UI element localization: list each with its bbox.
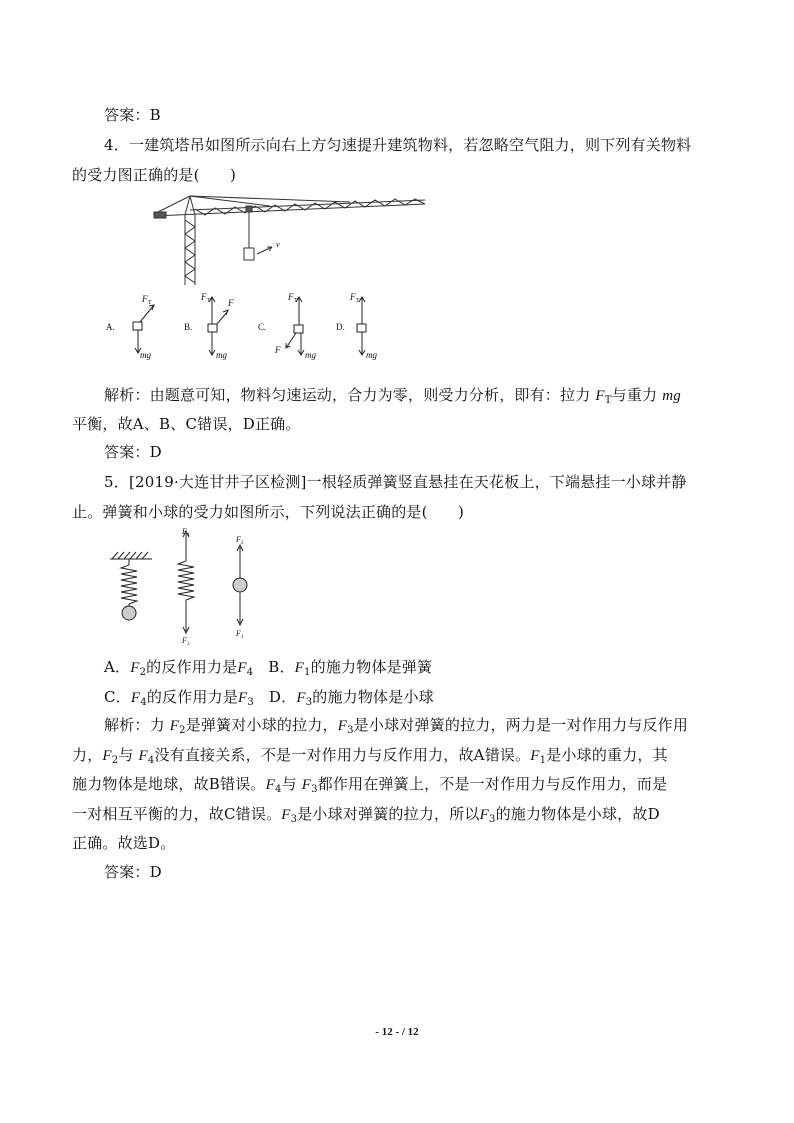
force-symbol: F [479,807,489,823]
option-c-letter: C. [258,322,267,332]
force-subscript: 4 [275,784,282,795]
force-symbol: F [337,718,348,734]
answer-q5: 答案：D [104,863,162,881]
crane-figure [150,190,430,290]
spring-figure [100,525,270,650]
q4-analysis-line2: 平衡，故A、B、C错误，D正确。 [72,415,301,433]
force-symbol: F [138,748,148,764]
force-subscript: 2 [111,755,119,766]
analysis-text: 是小球对弹簧的拉力，两力是一对作用力与反作用 [353,716,689,734]
opt-c-text: 的反作用力是 [146,688,239,706]
ball-f2-sub: 2 [241,541,244,546]
spring-f4-sub: 4 [187,533,190,538]
answer-q4: 答案：D [104,443,162,461]
analysis-text: 解析：力 [104,716,170,734]
force-symbol: F [169,718,180,734]
analysis-text: 与 [118,746,139,764]
opt-c-f2-sub: 3 [247,697,254,708]
force-symbol: F [281,807,291,823]
q4-analysis-ft-sub: T [604,395,612,406]
q4-analysis-text-a: 解析：由题意可知，物料匀速运动，合力为零，则受力分析，即有：拉力 [104,386,591,404]
force-symbol: F [102,748,112,764]
option-a-ft-sub: T [148,300,152,306]
force-subscript: 3 [489,814,496,825]
option-c-ft-sub: T [294,298,298,304]
option-a-letter: A. [106,322,115,332]
q5-analysis-line [104,715,688,738]
option-b-f: F [228,298,234,308]
force-symbol: F [530,748,540,764]
opt-b-f: F [294,660,305,676]
option-d-ft: F [350,292,356,302]
spring-f3-sub: 3 [187,642,190,647]
q5-stem-line2: 止。弹簧和小球的受力如图所示，下列说法正确的是( ) [72,503,465,521]
opt-c-label: C． [104,688,131,706]
q5-analysis-line [72,833,175,853]
option-a-ft: F [142,294,148,304]
force-subscript: 2 [179,725,186,736]
analysis-text: 是弹簧对小球的拉力， [185,716,338,734]
option-d-letter: D. [336,322,345,332]
option-b-ft: F [201,292,207,302]
opt-d-f-sub: 3 [305,697,313,708]
q4-stem-line2: 的受力图正确的是( ) [72,166,237,184]
analysis-text: 是小球对弹簧的拉力，所以 [297,805,480,823]
option-c-ft: F [288,292,294,302]
q5-options-ab [104,657,432,680]
option-b-letter: B. [184,322,193,332]
q4-analysis-ft: F [595,388,605,404]
force-symbol: F [301,777,312,793]
option-c-mg: mg [305,350,316,360]
q5-analysis-line [72,804,660,827]
analysis-text: 没有直接关系，不是一对作用力与反作用力，故A错误。 [154,746,531,764]
analysis-text: 是小球的重力，其 [546,746,668,764]
q5-analysis-line [72,745,668,768]
opt-c-f-sub: 4 [140,697,147,708]
q4-analysis-line1 [104,385,681,408]
opt-a-f2-sub: 4 [246,667,254,678]
velocity-label: v [276,240,280,249]
answer-q3: 答案：B [104,106,161,124]
spring-f3: F [182,636,187,645]
opt-b-label: B． [268,658,295,676]
opt-c-f2: F [238,690,248,706]
ball-f1: F [236,629,241,638]
analysis-text: 施力物体是地球，故B错误。 [72,775,266,793]
analysis-text: 一对相互平衡的力，故C错误。 [72,805,282,823]
force-subscript: 3 [311,784,318,795]
q4-analysis-text-b: 与重力 [611,386,658,404]
analysis-text: 正确。故选D。 [72,834,176,852]
analysis-text: 的施力物体是小球，故D [495,805,660,823]
spring-f4: F [182,527,187,536]
opt-b-f-sub: 1 [304,667,311,678]
q4-analysis-mg: mg [662,388,681,404]
opt-a-f2: F [237,660,247,676]
q5-options-cd [104,687,434,710]
force-subscript: 4 [147,755,155,766]
analysis-text: 与 [281,775,302,793]
opt-a-label: A． [104,658,131,676]
option-c-f: F [275,345,281,355]
option-d-ft-sub: T [356,298,360,304]
ball-f2: F [236,535,241,544]
analysis-text: 力， [72,746,103,764]
force-subscript: 3 [347,725,354,736]
opt-a-f-sub: 2 [139,667,147,678]
analysis-text: 都作用在弹簧上，不是一对作用力与反作用力，而是 [317,775,668,793]
option-b-mg: mg [216,350,227,360]
force-subscript: 3 [290,814,298,825]
q5-stem-line1: 5．[2019·大连甘井子区检测]一根轻质弹簧竖直悬挂在天花板上，下端悬挂一小球并静 [104,473,687,491]
opt-a-f: F [130,660,140,676]
opt-d-text: 的施力物体是小球 [312,688,434,706]
option-a-mg: mg [140,350,151,360]
page-footer: - 12 - / 12 [375,1026,419,1038]
q5-analysis-line [72,774,667,797]
opt-a-text: 的反作用力是 [146,658,238,676]
opt-d-label: D． [268,688,297,706]
opt-b-text: 的施力物体是弹簧 [310,658,433,676]
force-diagram-options [100,290,400,370]
force-symbol: F [265,777,275,793]
opt-d-f: F [296,690,306,706]
ball-f1-sub: 1 [241,635,244,640]
force-subscript: 1 [539,755,547,766]
option-d-mg: mg [366,350,377,360]
option-b-ft-sub: T [207,298,211,304]
q4-stem-line1: 4．一建筑塔吊如图所示向右上方匀速提升建筑物料，若忽略空气阻力，则下列有关物料 [104,136,692,154]
opt-c-f: F [130,690,141,706]
